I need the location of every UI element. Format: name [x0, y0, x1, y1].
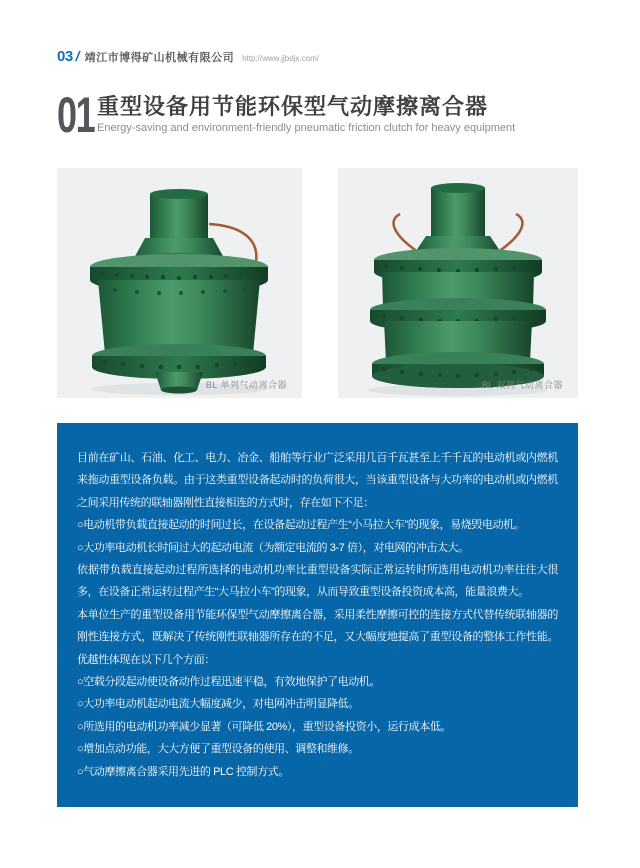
- description-panel: [57, 423, 578, 807]
- single-row-clutch-illustration: [57, 168, 302, 398]
- double-row-clutch-illustration: [338, 168, 578, 398]
- product-photo-double-row: [338, 168, 578, 398]
- section-number: 01: [57, 87, 95, 143]
- description-paragraph: ○增加点动功能，大大方便了重型设备的使用、调整和维修。: [77, 743, 359, 756]
- section-title-text: [97, 95, 515, 134]
- page-number: 03: [57, 48, 73, 65]
- section-title-zh: 重型设备用节能环保型气动摩擦离合器: [97, 94, 489, 119]
- website-url[interactable]: http://www.jjbdjx.com/: [242, 54, 319, 63]
- product-caption-single: BL 单列气动离合器: [205, 380, 287, 390]
- product-caption-double: BL 双列气动离合器: [481, 380, 563, 390]
- description-paragraph: ○空载分段起动使设备动作过程迅速平稳，有效地保护了电动机。: [77, 676, 381, 689]
- page-header: [57, 48, 319, 65]
- description-paragraph: 依据带负载直接起动过程所选择的电动机功率比重型设备实际正常运转时所选用电动机功率往往大很多，在设备正常运转过程产生“大马拉小车”的现象，从而导致重型设备投资成本高，能量浪费大。: [77, 564, 558, 599]
- product-gallery: [57, 168, 578, 398]
- description-paragraph: ○所选用的电动机功率减少显著（可降低 20%），重型设备投资小，运行成本低。: [77, 720, 452, 733]
- description-paragraph: ○大功率电动机长时间过大的起动电流（为额定电流的 3-7 倍），对电网的冲击太大。: [77, 541, 469, 554]
- header-slash-icon: /: [73, 48, 82, 64]
- description-paragraph: ○电动机带负载直接起动的时间过长，在设备起动过程产生“小马拉大车”的现象，易烧毁电动机。: [77, 519, 525, 532]
- description-paragraph: ○大功率电动机起动电流大幅度减少，对电网冲击明显降低。: [77, 698, 359, 711]
- section-title-en: Energy-saving and environment-friendly pneumatic friction clutch for heavy equipment: [97, 122, 516, 135]
- description-paragraph: 目前在矿山、石油、化工、电力、冶金、船舶等行业广泛采用几百千瓦甚至上千千瓦的电动机或内燃机来拖动重型设备负载。由于这类重型设备起动时的负荷很大，当该重型设备与大功率的电动机或内燃机之间采用传统的联轴器刚性直接相连的方式时，存在如下不足：: [77, 452, 558, 509]
- description-paragraph: ○气动摩擦离合器采用先进的 PLC 控制方式。: [77, 765, 289, 778]
- section-title-block: [57, 87, 516, 143]
- description-paragraph: 本单位生产的重型设备用节能环保型气动摩擦离合器，采用柔性摩擦可控的连接方式代替传统联轴器的刚性连接方式，既解决了传统刚性联轴器所存在的不足，又大幅度地提高了重型设备的整体工作性能。优越性体现在以下几个方面：: [77, 608, 558, 666]
- product-photo-single-row: [57, 168, 302, 398]
- company-name: 靖江市博得矿山机械有限公司: [84, 52, 235, 64]
